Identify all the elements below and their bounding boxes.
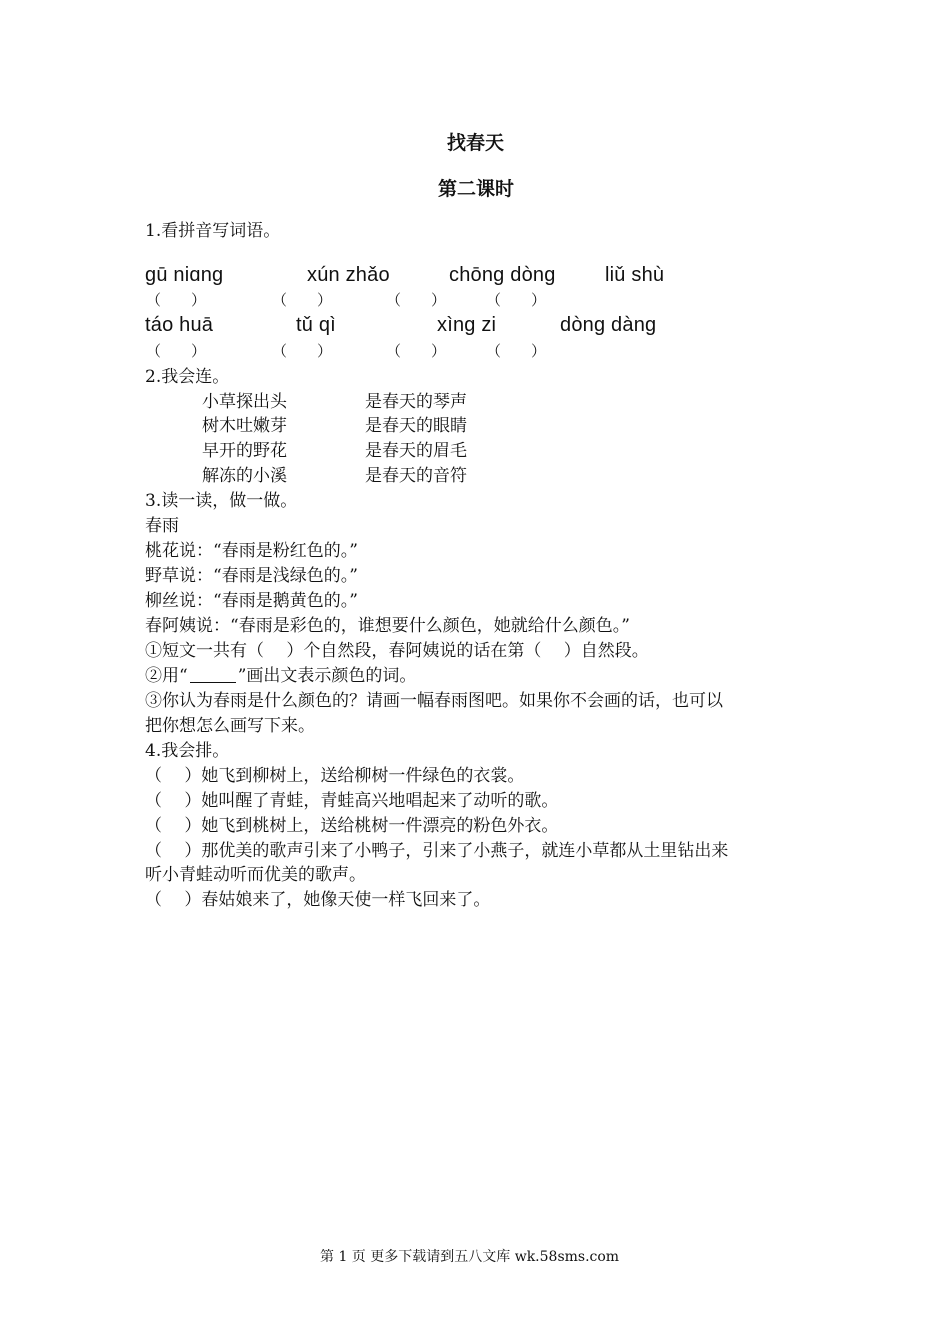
pinyin-2: xún zhǎo	[307, 264, 390, 286]
pinyin-1: gū niɑnɡ	[145, 264, 224, 286]
q3-heading: 3.读一读，做一做。	[145, 491, 298, 511]
passage-line: 桃花说：“春雨是粉红色的。”	[145, 541, 358, 561]
pinyin-8: dònɡ dànɡ	[560, 314, 657, 336]
q1-heading: 1.看拼音写词语。	[145, 221, 281, 241]
passage-title: 春雨	[145, 516, 179, 536]
q3-sub3-line2: 把你想怎么画写下来。	[145, 716, 315, 736]
order-item: （ ）她飞到柳树上，送给柳树一件绿色的衣裳。	[145, 766, 525, 786]
pinyin-7: xìnɡ zi	[437, 314, 497, 336]
q3-sub1: ①短文一共有（ ）个自然段，春阿姨说的话在第（ ）自然段。	[145, 641, 649, 661]
answer-paren: （ ）	[486, 342, 547, 360]
q3-sub2-suffix: ”画出文表示颜色的词。	[237, 666, 417, 686]
underline-blank	[190, 666, 236, 683]
page-footer: 第 1 页 更多下载请到五八文库 wk.58sms.com	[320, 1249, 620, 1265]
q4-heading: 4.我会排。	[145, 741, 230, 761]
q3-sub3-line1: ③你认为春雨是什么颜色的？请画一幅春雨图吧。如果你不会画的话，也可以	[145, 691, 723, 711]
page-subtitle: 第二课时	[438, 178, 515, 200]
match-left-item: 小草探出头	[202, 392, 287, 412]
answer-paren: （ ）	[146, 342, 207, 360]
match-right-item: 是春天的眉毛	[365, 441, 467, 461]
page-title: 找春天	[447, 132, 505, 154]
order-item: （ ）她叫醒了青蛙，青蛙高兴地唱起来了动听的歌。	[145, 791, 559, 811]
answer-paren: （ ）	[386, 291, 447, 309]
match-right-item: 是春天的音符	[365, 466, 467, 486]
match-right-item: 是春天的琴声	[365, 392, 467, 412]
pinyin-6: tǔ qì	[296, 314, 336, 336]
pinyin-4: liǔ shù	[605, 264, 665, 286]
order-item: （ ）那优美的歌声引来了小鸭子，引来了小燕子，就连小草都从土里钻出来	[145, 841, 729, 861]
match-left-item: 树木吐嫩芽	[202, 416, 287, 436]
answer-paren: （ ）	[386, 342, 447, 360]
passage-line: 野草说：“春雨是浅绿色的。”	[145, 566, 358, 586]
answer-paren: （ ）	[272, 291, 333, 309]
q3-sub2	[145, 665, 416, 687]
match-left-item: 解冻的小溪	[202, 466, 287, 486]
order-item: （ ）春姑娘来了，她像天使一样飞回来了。	[145, 890, 491, 910]
answer-paren: （ ）	[486, 291, 547, 309]
pinyin-3: chōnɡ dònɡ	[449, 264, 556, 286]
match-right-item: 是春天的眼睛	[365, 416, 467, 436]
passage-line: 柳丝说：“春雨是鹅黄色的。”	[145, 591, 358, 611]
answer-paren: （ ）	[272, 342, 333, 360]
match-left-item: 早开的野花	[202, 441, 287, 461]
answer-paren: （ ）	[146, 291, 207, 309]
passage-line: 春阿姨说：“春雨是彩色的，谁想要什么颜色，她就给什么颜色。”	[145, 616, 630, 636]
pinyin-5: táo huā	[145, 314, 214, 336]
q3-sub2-prefix: ②用“	[145, 666, 188, 686]
order-item-continued: 听小青蛙动听而优美的歌声。	[145, 865, 366, 885]
order-item: （ ）她飞到桃树上，送给桃树一件漂亮的粉色外衣。	[145, 816, 559, 836]
q2-heading: 2.我会连。	[145, 367, 230, 387]
